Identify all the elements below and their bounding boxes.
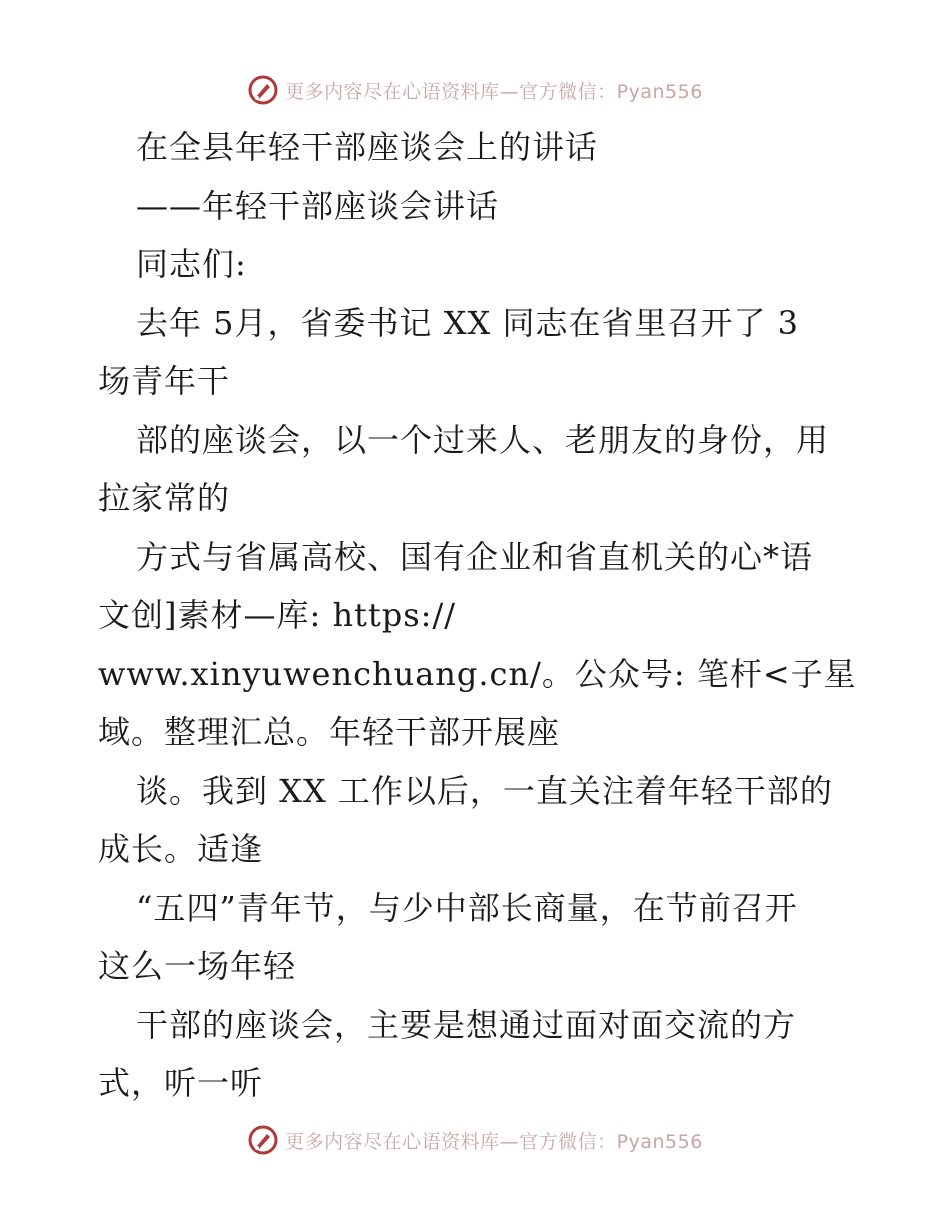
document-line: 干部的座谈会，主要是想通过面对面交流的方 — [136, 1005, 797, 1044]
document-line: “五四”青年节，与少中部长商量，在节前召开 — [136, 888, 798, 927]
document-line: ——年轻干部座谈会讲话 — [136, 186, 500, 225]
watermark-text: 更多内容尽在心语资料库—官方微信：Pyan556 — [285, 1130, 703, 1153]
document-line: 部的座谈会，以一个过来人、老朋友的身份，用 — [136, 420, 830, 459]
document-line: 同志们: — [136, 245, 247, 283]
document-line: 在全县年轻干部座谈会上的讲话 — [136, 128, 599, 166]
document-line: 成长。适逢 — [98, 830, 264, 868]
document-line: 式，听一听 — [98, 1064, 264, 1102]
document-line: 谈。我到 XX 工作以后，一直关注着年轻干部的 — [136, 771, 833, 810]
document-line: www.xinyuwenchuang.cn/。公众号: 笔杆<子星 — [98, 654, 857, 693]
document-line: 方式与省属高校、国有企业和省直机关的心*语 — [136, 537, 814, 576]
document-line: 场青年干 — [98, 362, 231, 400]
footer-watermark-banner — [0, 1120, 950, 1160]
header-watermark-banner — [0, 70, 950, 110]
pen-circle-icon — [247, 74, 279, 106]
document-line: 去年 5月，省委书记 XX 同志在省里召开了 3 — [136, 303, 799, 342]
document-line: 这么一场年轻 — [98, 947, 297, 985]
document-body — [98, 118, 858, 1113]
document-line: 域。整理汇总。年轻干部开展座 — [98, 713, 561, 751]
document-line: 拉家常的 — [98, 479, 231, 517]
document-line: 文创]素材—库: https:// — [98, 596, 457, 634]
pen-circle-icon — [247, 1124, 279, 1156]
watermark-text: 更多内容尽在心语资料库—官方微信：Pyan556 — [285, 80, 703, 103]
